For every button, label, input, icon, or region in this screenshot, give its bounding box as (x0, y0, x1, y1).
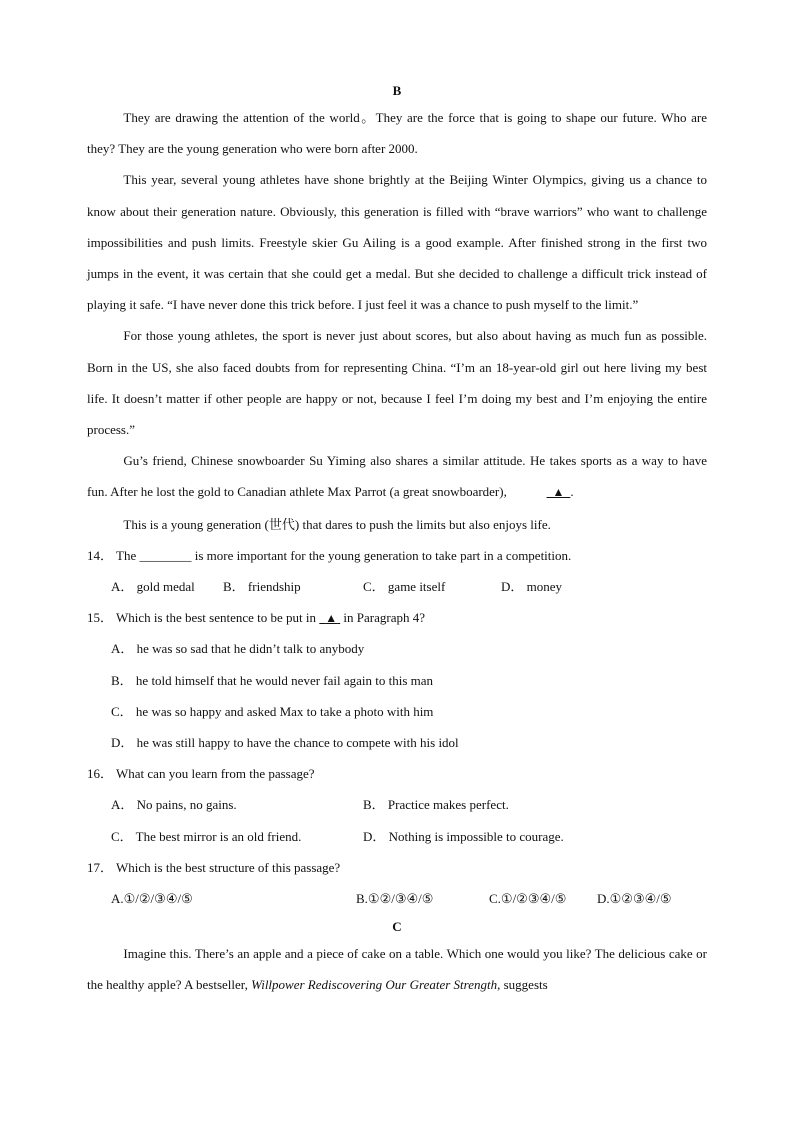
question-14-stem-pre: 14． The (87, 547, 140, 563)
section-b-heading: B (392, 83, 402, 98)
question-17-option-d[interactable]: D.①②③④/⑤ (597, 890, 672, 906)
question-16-option-d[interactable]: D． Nothing is impossible to courage. (363, 828, 564, 844)
question-16-option-c[interactable]: C． The best mirror is an old friend. (111, 828, 302, 844)
question-15-blank-marker (319, 611, 340, 625)
passage-b-paragraph-3: For those young athletes, the sport is never just about scores, but also about having as much fun as possible. Born in the US, she also faced doubts from for representing China. “I’m an 18-year-old girl out here living my best life. It doesn’t matter if other people are happy or not, because I feel I’m doing my best and I’m enjoying the entire process.” (87, 328, 707, 438)
question-15-option-b[interactable]: B． he told himself that he would never fail again to this man (111, 672, 434, 688)
question-14-stem-post: is more important for the young generation to take part in a competition. (191, 547, 572, 563)
blank-marker-triangle: ▲ (552, 485, 565, 500)
question-14-options (111, 571, 707, 602)
passage-b-paragraph-1: They are drawing the attention of the world。They are the force that is going to shape our future. Who are they? They are the young generation who were born after 2000. (87, 110, 707, 157)
question-15 (87, 602, 707, 633)
question-14 (87, 540, 707, 571)
passage-b-paragraph-2: This year, several young athletes have shone brightly at the Beijing Winter Olympics, giving us a chance to know about their generation nature. Obviously, this generation is filled with “brave warriors” who want to challenge impossibilities and push limits. Freestyle skier Gu Ailing is a good example. After finished strong in the first two jumps in the event, it was certain that she could get a medal. But she decided to challenge a difficult trick instead of playing it safe. “I have never done this trick before. I just feel it was a chance to push myself to the limit.” (87, 172, 707, 313)
question-14-blank: ________ (139, 547, 192, 563)
passage-c-text-post: , suggests (497, 977, 548, 993)
question-16: 16． What can you learn from the passage? (87, 766, 315, 782)
question-16-option-b[interactable]: B． Practice makes perfect. (363, 797, 509, 813)
question-17-option-a[interactable]: A.①/②/③④/⑤ (111, 890, 193, 906)
question-17: 17． Which is the best structure of this passage? (87, 859, 341, 875)
question-16-options-row-2 (111, 821, 707, 852)
paragraph-4-end: . (570, 484, 574, 500)
page-content (87, 80, 707, 1001)
passage-b-paragraph-5: This is a young generation (世代) that dares to push the limits but also enjoys life. (123, 516, 551, 532)
question-14-option-d[interactable]: D． money (501, 579, 563, 595)
question-14-option-b[interactable]: B． friendship (223, 579, 301, 595)
question-16-option-a[interactable]: A． No pains, no gains. (111, 797, 237, 813)
question-15-stem-pre: 15． Which is the best sentence to be put in (87, 610, 320, 626)
question-14-option-c[interactable]: C． game itself (363, 579, 446, 595)
question-17-option-c[interactable]: C.①/②③④/⑤ (489, 890, 567, 906)
question-15-blank-triangle: ▲ (325, 611, 338, 626)
question-15-option-d[interactable]: D． he was still happy to have the chance to compete with his idol (111, 734, 459, 750)
question-15-option-a[interactable]: A． he was so sad that he didn’t talk to anybody (111, 641, 365, 657)
passage-c-paragraph-1 (87, 938, 707, 1000)
passage-b-paragraph-4-text: Gu’s friend, Chinese snowboarder Su Yiming also shares a similar attitude. He takes sports as a way to have fun. After he lost the gold to Canadian athlete Max Parrot (a great snowboarder), (87, 453, 707, 500)
question-17-options (111, 883, 707, 914)
question-17-option-b[interactable]: B.①②/③④/⑤ (356, 890, 434, 906)
blank-marker (510, 477, 570, 508)
question-15-option-c[interactable]: C． he was so happy and asked Max to take a photo with him (111, 703, 434, 719)
book-title: Willpower Rediscovering Our Greater Strength (251, 977, 498, 993)
question-16-options-row-1 (111, 789, 707, 820)
question-15-stem-post: in Paragraph 4? (340, 610, 426, 626)
section-c-heading: C (392, 919, 402, 935)
question-14-option-a[interactable]: A． gold medal (111, 579, 195, 595)
passage-b-paragraph-4 (87, 445, 707, 508)
passage-c-text-pre: Imagine this. There’s an apple and a piece of cake on a table. Which one would you like? The delicious cake or the healthy apple? A bestseller, (87, 946, 707, 993)
